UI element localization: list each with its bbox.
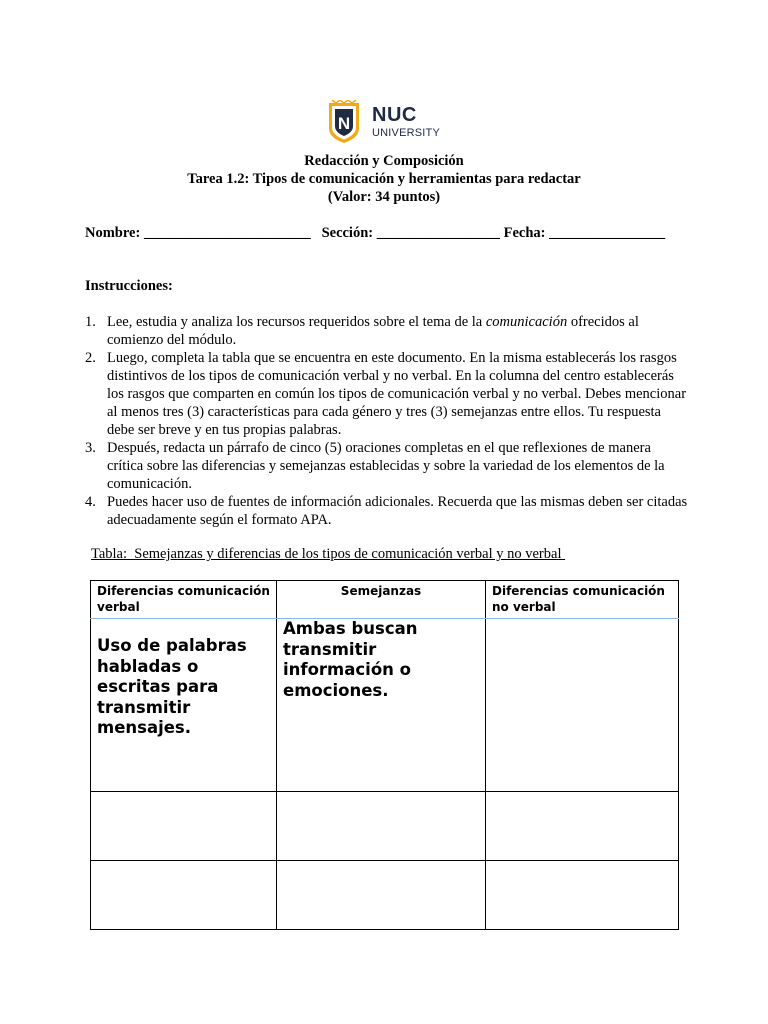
table-cell[interactable]: Uso de palabras habladas o escritas para transmitir mensajes. [91,619,277,792]
column-header-verbal: Diferencias comunicación verbal [91,581,277,619]
section-label: Sección: [321,225,374,241]
assignment-title: Tarea 1.2: Tipos de comunicación y herramientas para redactar [187,171,581,187]
list-item: 3. Después, redacta un párrafo de cinco (5) oraciones completas en el que reflexiones de manera crítica sobre las diferencias y semejanzas establecidas y sobre la variedad de los elementos de la comunicación. [85,440,665,492]
instructions-list [85,313,690,529]
table-cell[interactable] [486,619,679,792]
table-cell[interactable] [277,792,486,861]
table-cell[interactable] [486,861,679,930]
table-cell[interactable] [277,861,486,930]
list-item: 1. Lee, estudia y analiza los recursos requeridos sobre el tema de la comunicación ofrecidos al comienzo del módulo. [85,314,639,348]
table-header-row [91,581,679,619]
instructions-heading: Instrucciones: [85,278,173,294]
date-label: Fecha: [503,225,546,241]
emphasis-text: comunicación [485,314,568,330]
name-field[interactable]: _______________________ [143,225,311,241]
shield-letter: N [337,114,351,133]
date-field[interactable]: ________________ [549,225,666,241]
column-header-nonverbal: Diferencias comunicación no verbal [486,581,679,619]
table-row [91,619,679,792]
logo-brand: NUC [372,104,417,126]
logo-subbrand: UNIVERSITY [372,127,441,139]
table-cell[interactable] [91,792,277,861]
table-cell[interactable]: Ambas buscan transmitir información o emociones. [277,619,486,792]
student-fields [85,224,665,242]
assignment-value: (Valor: 34 puntos) [327,189,441,205]
nuc-logo [328,100,440,146]
comparison-table [90,580,679,930]
shield-icon [328,100,360,144]
course-title: Redacción y Composición [304,153,464,169]
column-header-similarities: Semejanzas [277,581,486,619]
list-item: 2. Luego, completa la tabla que se encuentra en este documento. En la misma establecerás los rasgos distintivos de los tipos de comunicación verbal y no verbal. En la columna del centro establecerás los rasgos que comparten en común los tipos de comunicación verbal y no verbal. Debes mencionar al menos tres (3) características para cada género y tres (3) semejanzas entre ellos. Tu respuesta debe ser breve y en tus propias palabras. [85,350,687,438]
name-label: Nombre: [85,225,141,241]
section-field[interactable]: _________________ [376,225,500,241]
list-item: 4. Puedes hacer uso de fuentes de información adicionales. Recuerda que las mismas deben ser citadas adecuadamente según el formato APA. [85,494,688,528]
document-header [0,152,768,206]
table-cell[interactable] [91,861,277,930]
table-row [91,861,679,930]
table-cell[interactable] [486,792,679,861]
table-row [91,792,679,861]
table-caption: Tabla: Semejanzas y diferencias de los tipos de comunicación verbal y no verbal [91,546,566,562]
